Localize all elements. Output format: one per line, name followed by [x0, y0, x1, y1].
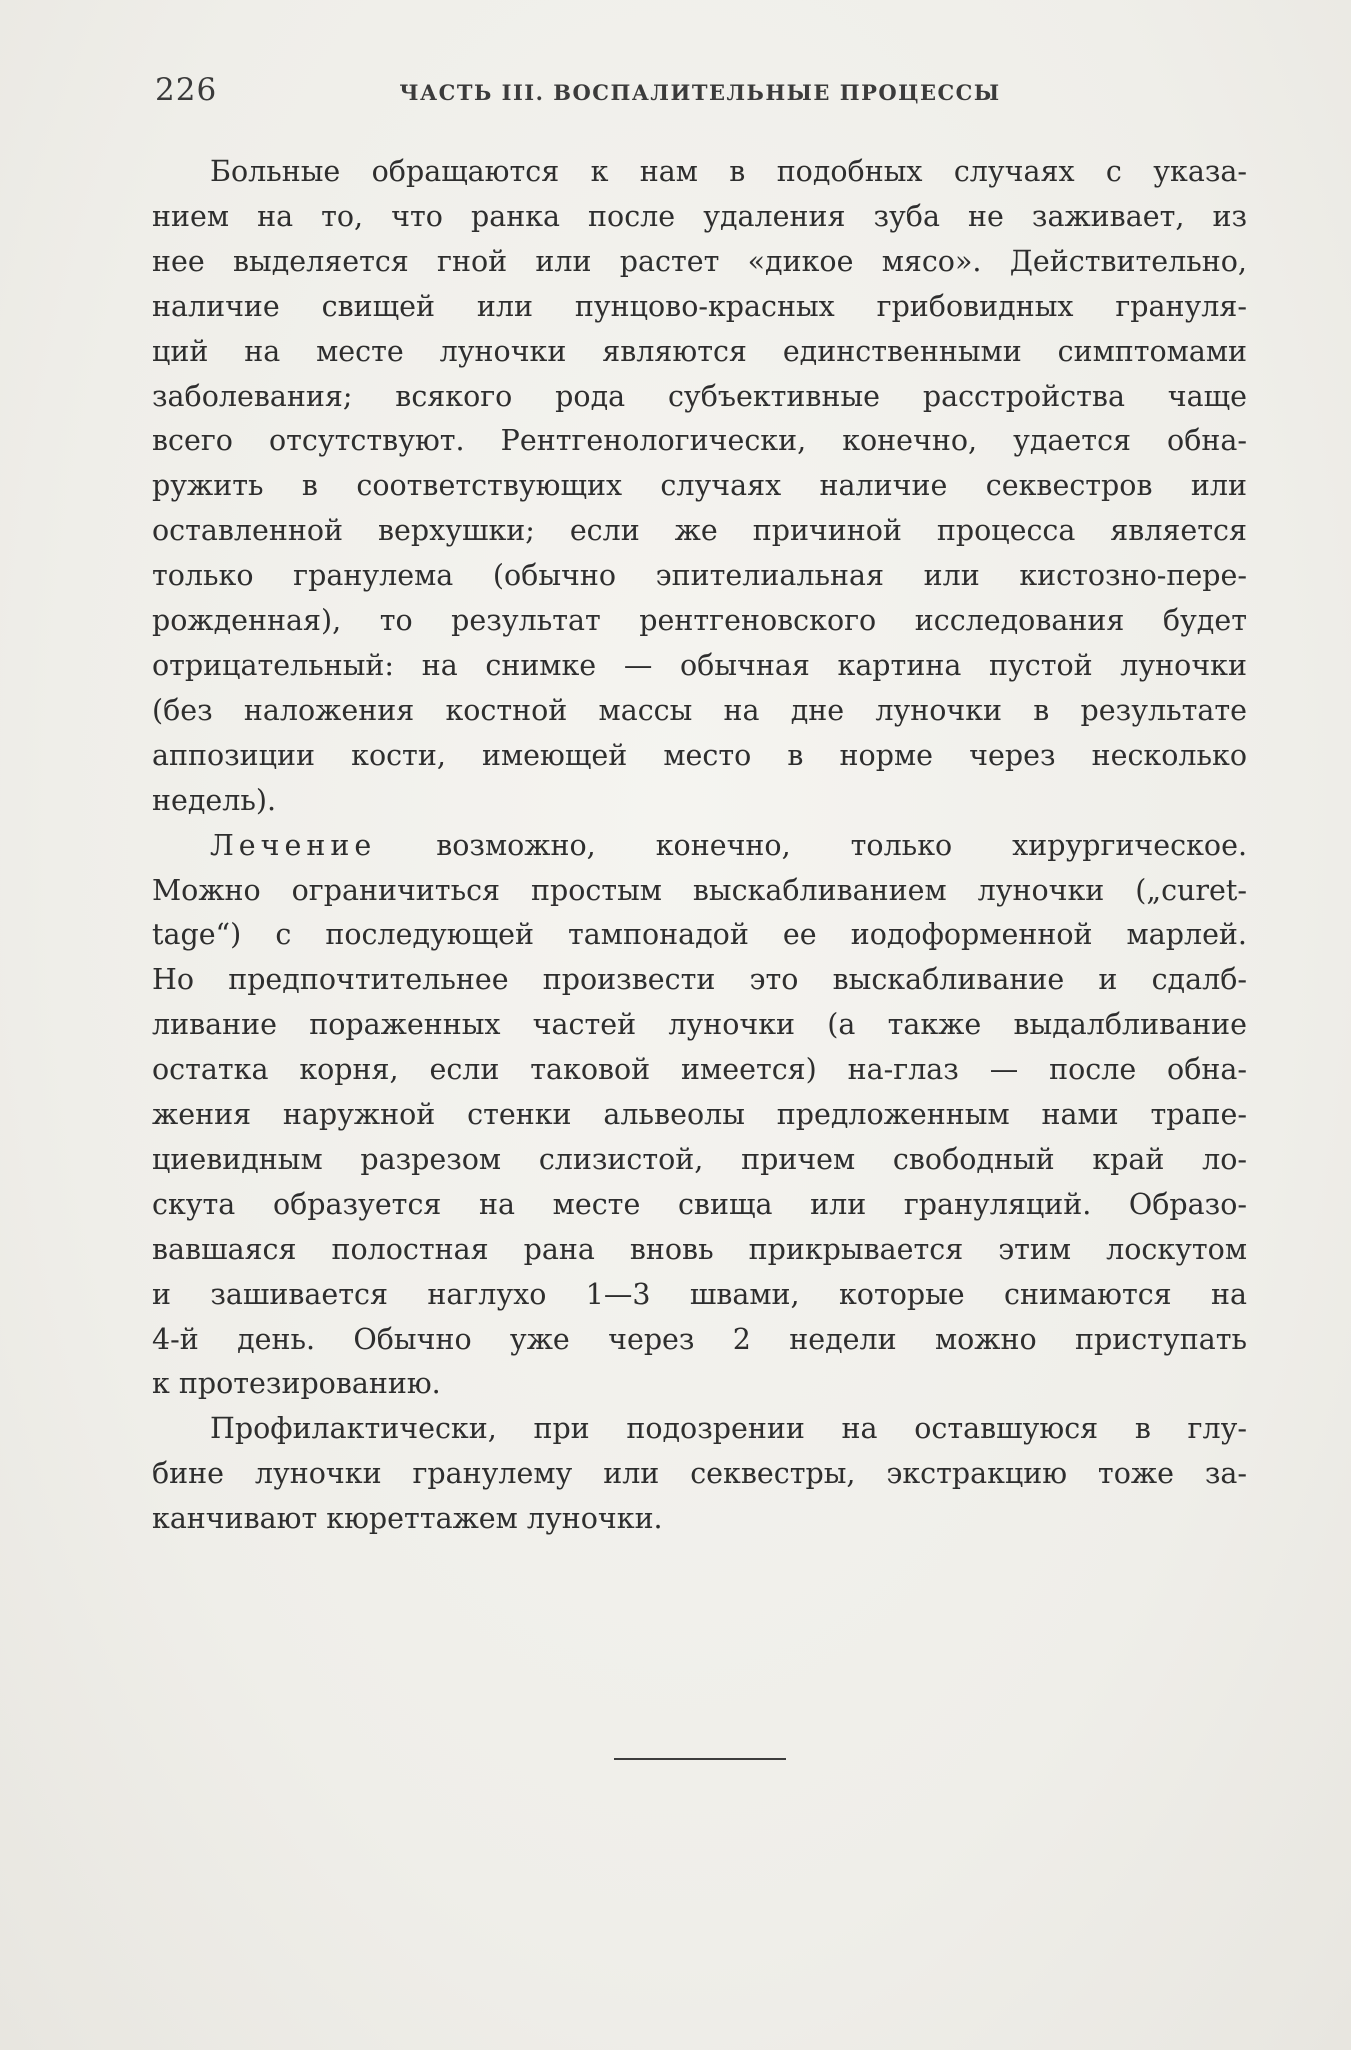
text-line: ций на месте луночки являются единственными симптомами [152, 334, 1247, 368]
text-line: жения наружной стенки альвеолы предложенным нами трапе- [152, 1098, 1247, 1132]
text-line: канчивают кюреттажем луночки. [152, 1502, 663, 1536]
text-line: и зашивается наглухо 1—3 швами, которые снимаются на [152, 1277, 1247, 1311]
text-line: только гранулема (обычно эпителиальная или кистозно-пере- [152, 559, 1247, 593]
page-header [155, 72, 1245, 112]
text-line: недель). [152, 783, 277, 817]
text-line: заболевания; всякого рода субъективные расстройства чаще [152, 379, 1247, 413]
text-line: рожденная), то результат рентгеновского исследования будет [152, 604, 1247, 638]
text-line: наличие свищей или пунцово-красных грибовидных грануля- [152, 289, 1247, 323]
text-line: скута образуется на месте свища или грануляций. Образо- [152, 1187, 1247, 1221]
text-line: циевидным разрезом слизистой, причем свободный край ло- [152, 1142, 1247, 1176]
text-line: всего отсутствуют. Рентгенологически, конечно, удается обна- [152, 424, 1247, 458]
text-line: Профилактически, при подозрении на оставшуюся в глу- [210, 1412, 1247, 1446]
text-line: ружить в соответствующих случаях наличие секвестров или [152, 469, 1247, 503]
text-line: Можно ограничиться простым выскабливанием луночки („curet- [152, 873, 1247, 907]
text-line: нием на то, что ранка после удаления зуба не заживает, из [152, 199, 1247, 233]
text-line: аппозиции кости, имеющей место в норме через несколько [152, 738, 1247, 772]
text-line: оставленной верхушки; если же причиной процесса является [152, 514, 1247, 548]
text-line: 4-й день. Обычно уже через 2 недели можно приступать [152, 1322, 1247, 1356]
text-line: ливание пораженных частей луночки (а также выдалбливание [152, 1008, 1247, 1042]
text-line: остатка корня, если таковой имеется) на-глаз — после обна- [152, 1053, 1247, 1087]
text-line: tage“) с последующей тампонадой ее иодоформенной марлей. [152, 918, 1247, 952]
text-line: Но предпочтительнее произвести это выскабливание и сдалб- [152, 963, 1247, 997]
body-text [152, 150, 1247, 1542]
text-line: отрицательный: на снимке — обычная картина пустой луночки [152, 648, 1247, 682]
text-line: бине луночки гранулему или секвестры, экстракцию тоже за- [152, 1457, 1247, 1491]
text-line: Больные обращаются к нам в подобных случаях с указа- [210, 155, 1247, 188]
text-line: нее выделяется гной или растет «дикое мясо». Действительно, [152, 244, 1247, 278]
emphasized-term: Лечение [210, 828, 377, 862]
paragraph-2 [152, 824, 1247, 1408]
section-end-rule [614, 1758, 786, 1760]
text-line: к протезированию. [152, 1367, 441, 1401]
text-line-rest: возможно, конечно, только хирургическое. [376, 828, 1247, 862]
paragraph-1 [152, 150, 1247, 824]
running-head: ЧАСТЬ III. ВОСПАЛИТЕЛЬНЫЕ ПРОЦЕССЫ [399, 80, 1001, 105]
paragraph-3 [152, 1407, 1247, 1542]
text-line: (без наложения костной массы на дне луночки в результате [152, 693, 1247, 727]
text-line [152, 824, 1247, 869]
page-number: 226 [155, 72, 218, 108]
text-line: вавшаяся полостная рана вновь прикрывается этим лоскутом [152, 1232, 1247, 1266]
